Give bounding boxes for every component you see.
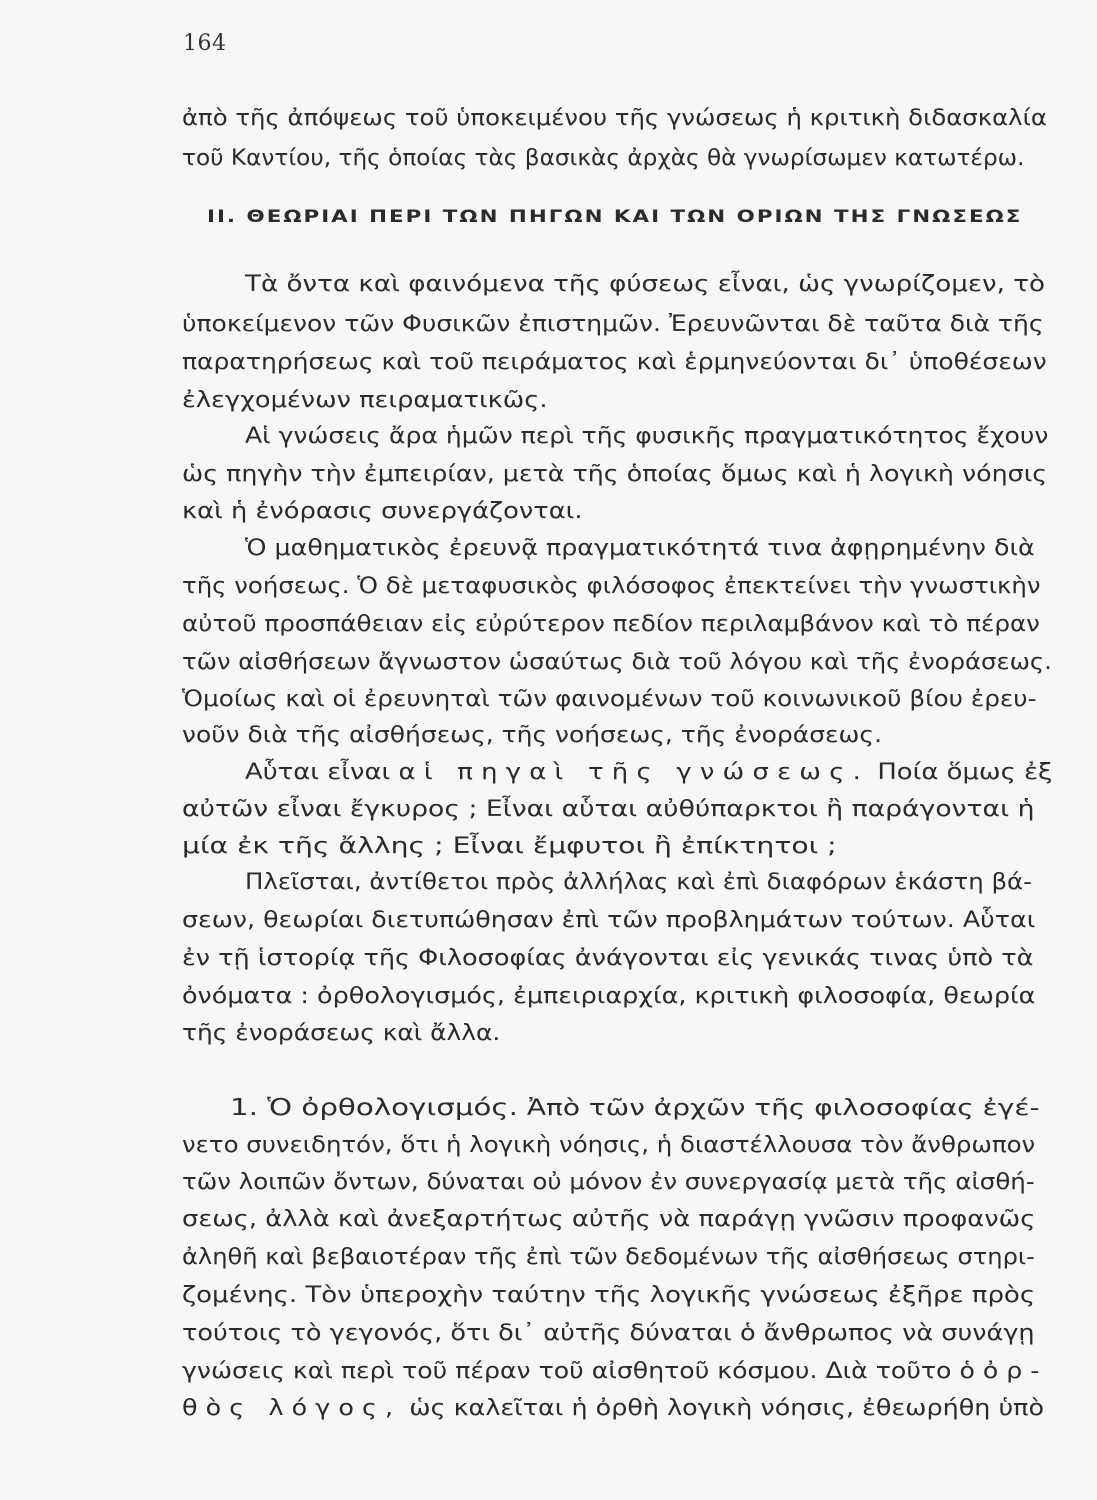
text-fragment: ὡς καλεῖται ἡ ὀρθὴ λογικὴ νόησις, ἐθεωρήθη ὑπὸ (409, 1396, 1045, 1421)
section-heading: ΙΙ. ΘΕΩΡΙΑΙ ΠΕΡΙ ΤΩΝ ΠΗΓΩΝ ΚΑΙ ΤΩΝ ΟΡΙΩΝ ΤΗΣ ΓΝΩΣΕΩΣ (207, 207, 1023, 227)
text-line: τούτοις τὸ γεγονός, ὅτι δι᾽ αὐτῆς δύναται ὁ ἄνθρωπος νὰ συνάγῃ (182, 1321, 1035, 1346)
text-line: Πλεῖσται, ἀντίθετοι πρὸς ἀλλήλας καὶ ἐπὶ διαφόρων ἑκάστη βά- (245, 870, 1032, 895)
text-fragment: Ἀπὸ τῶν ἀρχῶν τῆς φιλοσοφίας ἐγέ- (526, 1096, 1040, 1121)
spaced-emphasis: ὀρ- (982, 1359, 1048, 1384)
text-line: ὑποκείμενον τῶν Φυσικῶν ἐπιστημῶν. Ἐρευνῶνται δὲ ταῦτα διὰ τῆς (182, 312, 1044, 337)
text-fragment: Ποία ὅμως ἐξ (877, 760, 1053, 785)
text-line: σεως, ἀλλὰ καὶ ἀνεξαρτήτως αὐτῆς νὰ παράγῃ γνῶσιν προφανῶς (182, 1207, 1036, 1232)
text-line (245, 758, 1052, 788)
text-line: παρατηρήσεως καὶ τοῦ πειράματος καὶ ἑρμηνεύονται δι᾽ ὑποθέσεων (182, 350, 1047, 375)
text-line: Ὁ μαθηματικὸς ἐρευνᾷ πραγματικότητά τινα ἀφῃρημένην διὰ (245, 536, 1035, 561)
text-line (182, 1357, 1047, 1387)
text-line: νετο συνειδητόν, ὅτι ἡ λογικὴ νόησις, ἡ διαστέλλουσα τὸν ἄνθρωπον (182, 1133, 1036, 1158)
page-number: 164 (183, 31, 227, 56)
text-line: καὶ ἡ ἐνόρασις συνεργάζονται. (182, 499, 583, 524)
text-line (182, 1394, 1044, 1424)
text-line: σεων, θεωρίαι διετυπώθησαν ἐπὶ τῶν προβλημάτων τούτων. Αὗται (182, 908, 1036, 933)
text-line: ἐν τῇ ἱστορίᾳ τῆς Φιλοσοφίας ἀνάγονται εἰς γενικάς τινας ὑπὸ τὰ (182, 946, 1034, 971)
text-line: τῆς νοήσεως. Ὁ δὲ μεταφυσικὸς φιλόσοφος ἐπεκτείνει τὴν γνωστικὴν (182, 574, 1041, 599)
text-line: αὐτοῦ προσπάθειαν εἰς εὐρύτερον πεδίον περιλαμβάνον καὶ τὸ πέραν (182, 612, 1040, 637)
text-line: Αἱ γνώσεις ἄρα ἡμῶν περὶ τῆς φυσικῆς πραγματικότητος ἔχουν (245, 424, 1049, 449)
text-line: τῆς ἐνοράσεως καὶ ἄλλα. (182, 1021, 501, 1046)
text-line: τῶν αἰσθήσεων ἄγνωστον ὡσαύτως διὰ τοῦ λόγου καὶ τῆς ἐνοράσεως. (182, 650, 1052, 675)
text-line: ὡς πηγὴν τὴν ἐμπειρίαν, μετὰ τῆς ὁποίας ὅμως καὶ ἡ λογικὴ νόησις (182, 462, 1048, 487)
text-line: Ὁμοίως καὶ οἱ ἐρευνηταὶ τῶν φαινομένων τοῦ κοινωνικοῦ βίου ἐρευ- (182, 687, 1037, 712)
text-line: ἀπὸ τῆς ἀπόψεως τοῦ ὑποκειμένου τῆς γνώσεως ἡ κριτικὴ διδασκαλία (182, 106, 1047, 131)
spaced-emphasis: αἱ πηγαὶ τῆς γνώσεως. (398, 760, 870, 785)
text-line: νοῦν διὰ τῆς αἰσθήσεως, τῆς νοήσεως, τῆς ἐνοράσεως. (182, 723, 883, 748)
spaced-emphasis: θὸς λόγος, (182, 1396, 402, 1421)
text-line: μία ἐκ τῆς ἄλλης ; Εἶναι ἔμφυτοι ἢ ἐπίκτητοι ; (182, 834, 837, 859)
text-line: αὐτῶν εἶναι ἔγκυρος ; Εἶναι αὗται αὐθύπαρκτοι ἢ παράγονται ἡ (182, 797, 1035, 822)
text-line: ἀληθῆ καὶ βεβαιοτέραν τῆς ἐπὶ τῶν δεδομένων τῆς αἰσθήσεως στηρι- (182, 1245, 1035, 1270)
subsection-title: 1. Ὁ ὀρθολογισμός. (230, 1095, 518, 1121)
text-line: ζομένης. Τὸν ὑπεροχὴν ταύτην τῆς λογικῆς γνώσεως ἐξῆρε πρὸς (182, 1283, 1036, 1308)
text-line: ὀνόματα : ὀρθολογισμός, ἐμπειριαρχία, κριτικὴ φιλοσοφία, θεωρία (182, 984, 1036, 1009)
text-line: τοῦ Καντίου, τῆς ὁποίας τὰς βασικὰς ἀρχὰς θὰ γνωρίσωμεν κατωτέρω. (182, 146, 1025, 171)
text-line: ἐλεγχομένων πειραματικῶς. (182, 388, 548, 413)
text-line: τῶν λοιπῶν ὄντων, δύναται οὐ μόνον ἐν συνεργασίᾳ μετὰ τῆς αἰσθή- (182, 1170, 1035, 1195)
text-fragment: γνώσεις καὶ περὶ τοῦ πέραν τοῦ αἰσθητοῦ κόσμου. Διὰ τοῦτο ὁ (182, 1359, 975, 1384)
text-fragment: Αὗται εἶναι (245, 760, 391, 785)
text-line (230, 1093, 1040, 1124)
text-line: Τὰ ὄντα καὶ φαινόμενα τῆς φύσεως εἶναι, ὡς γνωρίζομεν, τὸ (245, 272, 1046, 297)
